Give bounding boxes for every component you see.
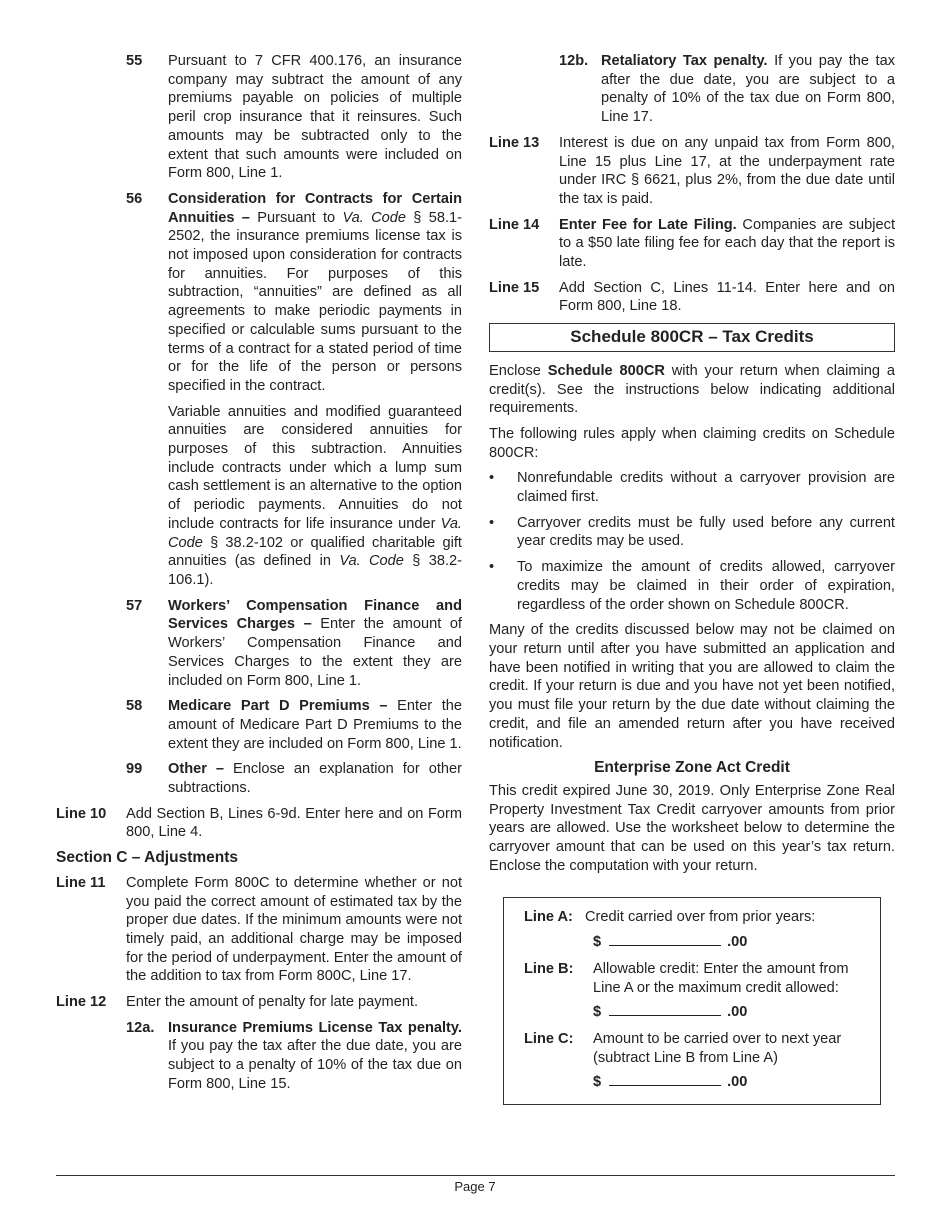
- line-text: Interest is due on any unpaid tax from Form 800, Line 15 plus Line 17, at the underpayment rate under IRC § 6621, plus 2%, from the due date until the tax is paid.: [559, 134, 895, 207]
- line-text: Complete Form 800C to determine whether or not you paid the correct amount of estimated tax by the proper due dates. If the minimum amounts were not timely paid, an additional charge may be imposed for the period of underpayment. Enter the amount of the addition to tax from Form 800C, Line 17.: [126, 874, 462, 985]
- item-title: Insurance Premiums License Tax penalty.: [168, 1019, 462, 1036]
- bullet-glyph: •: [489, 514, 495, 531]
- item-title: Consideration for Contracts for Certain Annuities –: [168, 190, 462, 226]
- item-title: Medicare Part D Premiums –: [168, 698, 388, 715]
- item-number: 12a.: [126, 1019, 155, 1036]
- worksheet-label: Line C:: [524, 1030, 574, 1047]
- text-segment: § 38.2-106.1).: [168, 553, 462, 588]
- schedule-name: Schedule 800CR: [547, 362, 665, 379]
- worksheet-label: Line B:: [524, 960, 574, 977]
- text-segment: Companies are subject to a $50 late filing fee for each day that the report is late.: [559, 216, 895, 271]
- item-58: [56, 697, 462, 753]
- cents-label: .00: [727, 934, 748, 951]
- line-label: Line 11: [56, 874, 106, 891]
- bullet-text: To maximize the amount of credits allowed, carryover credits may be claimed in their order of expiration, regardless of the order shown on Schedule 800CR.: [517, 559, 895, 613]
- line-14: [489, 216, 895, 272]
- line-text: Enter the amount of penalty for late payment.: [126, 994, 419, 1011]
- line-10: [56, 805, 462, 842]
- bullet-text: Carryover credits must be fully used before any current year credits may be used.: [517, 514, 895, 550]
- line-text: Add Section B, Lines 6-9d. Enter here and on Form 800, Line 4.: [126, 805, 462, 841]
- rules-intro: The following rules apply when claiming credits on Schedule 800CR:: [489, 425, 895, 461]
- cents-label: .00: [727, 1004, 748, 1021]
- dollar-sign: $: [593, 1074, 602, 1091]
- bullet-item: [489, 469, 895, 506]
- text-segment: If you pay the tax after the due date, you are subject to a penalty of 10% of the tax due on Form 800, Line 17.: [601, 53, 895, 126]
- left-column: [56, 52, 462, 1101]
- item-title: Other –: [168, 761, 225, 778]
- line-label: Line 13: [489, 134, 540, 151]
- line-label: Line 15: [489, 279, 540, 296]
- worksheet-line-c: [524, 1030, 860, 1067]
- item-56: [56, 190, 462, 590]
- credits-notice-paragraph: Many of the credits discussed below may not be claimed on your return until after you have submitted an application and have been notified in writing that you are allowed to claim the credit. If your return is due and you have not yet been notified, you must file your return by the due date without claiming the credit, and file an amended return after you have received notification.: [489, 622, 895, 751]
- bullet-item: [489, 558, 895, 614]
- footer-divider: [56, 1175, 895, 1176]
- text-segment: If you pay the tax after the due date, you are subject to a penalty of 10% of the tax due on Form 800, Line 15.: [168, 1038, 462, 1092]
- text-segment: § 58.1-2502, the insurance premiums license tax is not imposed upon consideration for contracts for annuities. For purposes of this subtraction, “annuities” are defined as all agreements to make periodic payments in specified or calculable sums pursuant to the terms of a contract for a stated period of time or for the life of the person or persons specified in the contract.: [168, 209, 462, 394]
- worksheet-label: Line A:: [524, 909, 573, 926]
- worksheet-amount-c: [524, 1071, 860, 1092]
- item-text: [168, 697, 462, 753]
- item-number: 99: [126, 761, 143, 778]
- item-text: [168, 597, 462, 691]
- worksheet-amount-b: [524, 1001, 860, 1022]
- bullet-glyph: •: [489, 470, 495, 487]
- schedule-800cr-heading: Schedule 800CR – Tax Credits: [489, 323, 895, 352]
- worksheet-amount-a: [524, 931, 860, 952]
- line-label: Line 14: [489, 216, 540, 233]
- item-number: 56: [126, 190, 143, 207]
- item-text: [601, 52, 895, 127]
- item-number: 58: [126, 698, 143, 715]
- worksheet-line-b: [524, 960, 860, 997]
- item-title: Retaliatory Tax penalty.: [601, 53, 768, 69]
- worksheet-text: Amount to be carried over to next year (subtract Line B from Line A): [593, 1030, 842, 1066]
- line-12: [56, 993, 462, 1012]
- line-13: [489, 134, 895, 209]
- text-segment: Enter the amount of Medicare Part D Premiums to the extent they are included on Form 800, Line 1.: [168, 698, 462, 752]
- item-12a: [56, 1019, 462, 1094]
- section-c-heading: Section C – Adjustments: [56, 849, 239, 867]
- line-text: [559, 216, 895, 272]
- amount-blank-line[interactable]: [609, 1071, 721, 1086]
- text-segment: with your return when claiming a credit(s). See the instructions below indicating additional requirements.: [489, 362, 895, 417]
- line-text: Add Section C, Lines 11-14. Enter here and on Form 800, Line 18.: [559, 279, 895, 315]
- worksheet-line-a: [524, 908, 860, 927]
- citation: Va. Code: [168, 515, 462, 551]
- item-number: 57: [126, 597, 143, 614]
- cents-label: .00: [727, 1074, 748, 1091]
- item-57: [56, 597, 462, 691]
- bullet-text: Nonrefundable credits without a carryover provision are claimed first.: [517, 470, 895, 506]
- item-text: Pursuant to 7 CFR 400.176, an insurance company may subtract the amount of any premiums payable on policies of multiple peril crop insurance that it reinsures. Such amounts may be subtracted only to the extent that such amounts were included on Form 800, Line 1.: [168, 53, 462, 182]
- carryover-worksheet: [503, 897, 881, 1105]
- text-segment: Variable annuities and modified guaranteed annuities are considered annuities for purposes of this subtraction. Annuities include contracts under which a lump sum cash settlement is an alternative to the option of periodic payments. Annuities do not include contracts for life insurance under: [168, 403, 462, 532]
- line-label: Line 12: [56, 994, 107, 1011]
- item-number: 55: [126, 53, 143, 69]
- item-12b: [489, 52, 895, 127]
- citation: Va. Code: [342, 209, 406, 226]
- bullet-item: [489, 514, 895, 551]
- text-segment: Enter the amount of Workers’ Compensation Finance and Services Charges to the extent they are included on Form 800, Line 1.: [168, 616, 462, 689]
- line-title: Enter Fee for Late Filing.: [559, 216, 737, 233]
- annuities-paragraph: [126, 403, 462, 590]
- enterprise-zone-paragraph: This credit expired June 30, 2019. Only Enterprise Zone Real Property Investment Tax Credit carryover amounts from prior years are allowed. Use the worksheet below to determine the carryover amount that can be used on this year’s tax return. Enclose the computation with your return.: [489, 782, 895, 874]
- item-number: 12b.: [559, 53, 589, 69]
- item-55: [56, 52, 462, 183]
- line-11: [56, 874, 462, 986]
- amount-blank-line[interactable]: [609, 931, 721, 946]
- text-segment: § 38.2-102 or qualified charitable gift annuities (as defined in: [168, 534, 462, 570]
- item-99: [56, 760, 462, 797]
- item-text: [168, 190, 462, 396]
- page-number: Page 7: [454, 1179, 496, 1194]
- citation: Va. Code: [339, 553, 404, 570]
- worksheet-text: Allowable credit: Enter the amount from Line A or the maximum credit allowed:: [593, 960, 849, 996]
- worksheet-text: Credit carried over from prior years:: [585, 909, 816, 926]
- right-column: [489, 52, 895, 1105]
- line-label: Line 10: [56, 805, 107, 822]
- enclose-paragraph: [489, 362, 895, 418]
- dollar-sign: $: [593, 934, 602, 951]
- text-segment: Enclose an explanation for other subtractions.: [168, 761, 462, 797]
- item-text: [168, 1019, 462, 1094]
- enterprise-zone-heading: Enterprise Zone Act Credit: [594, 759, 790, 777]
- line-15: [489, 279, 895, 316]
- bullet-glyph: •: [489, 559, 495, 576]
- text-segment: Enclose: [489, 362, 548, 379]
- dollar-sign: $: [593, 1004, 602, 1021]
- item-text: [168, 760, 462, 797]
- item-title: Workers’ Compensation Finance and Services Charges –: [168, 597, 462, 633]
- amount-blank-line[interactable]: [609, 1001, 721, 1016]
- text-segment: Pursuant to: [249, 209, 343, 226]
